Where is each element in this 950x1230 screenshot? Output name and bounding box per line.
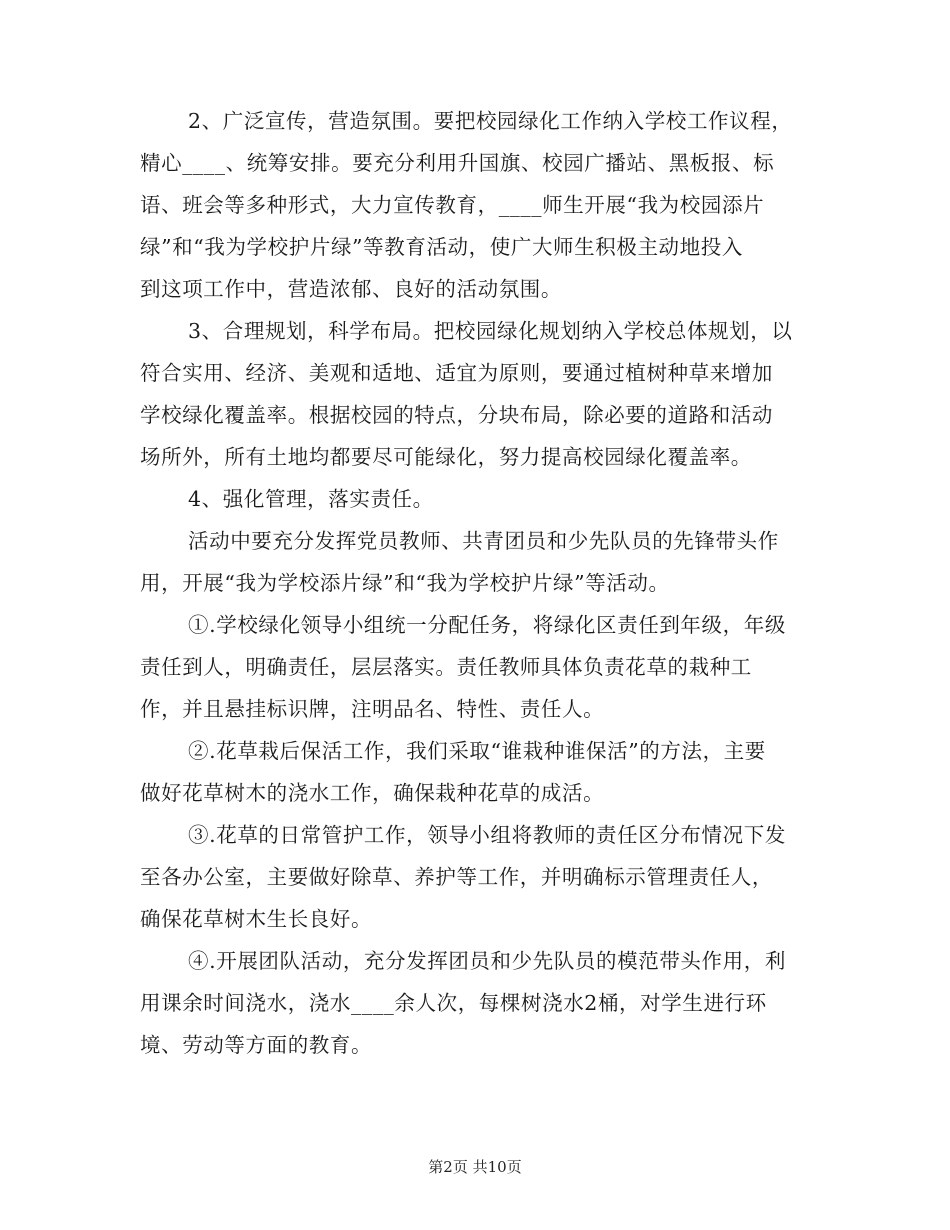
item-2-line-2: 做好花草树木的浇水工作，确保栽种花草的成活。	[140, 781, 605, 805]
paragraph-3-line-3: 学校绿化覆盖率。根据校园的特点，分块布局，除必要的道路和活动	[140, 403, 773, 427]
item-2-line-1: ②.花草栽后保活工作，我们采取“谁栽种谁保活”的方法，主要	[188, 739, 766, 763]
paragraph-2-line-4: 绿”和“我为学校护片绿”等教育活动，使广大师生积极主动地投入	[140, 235, 743, 259]
paragraph-4-heading: 4、强化管理，落实责任。	[188, 487, 434, 511]
item-3-line-1: ③.花草的日常管护工作，领导小组将教师的责任区分布情况下发	[188, 823, 786, 847]
item-1-line-1: ①.学校绿化领导小组统一分配任务，将绿化区责任到年级，年级	[188, 613, 786, 637]
paragraph-activity-line-2: 用，开展“我为学校添片绿”和“我为学校护片绿”等活动。	[140, 571, 670, 595]
item-4-line-3: 境、劳动等方面的教育。	[140, 1033, 373, 1057]
item-3-line-3: 确保花草树木生长良好。	[140, 907, 373, 931]
paragraph-3-line-4: 场所外，所有土地均都要尽可能绿化，努力提高校园绿化覆盖率。	[140, 445, 752, 469]
paragraph-2-line-3: 语、班会等多种形式，大力宣传教育，____师生开展“我为校园添片	[140, 193, 765, 217]
item-4-line-2: 用课余时间浇水，浇水____余人次，每棵树浇水2桶，对学生进行环	[140, 991, 767, 1015]
item-4-line-1: ④.开展团队活动，充分发挥团员和少先队员的模范带头作用，利	[188, 949, 786, 973]
item-1-line-2: 责任到人，明确责任，层层落实。责任教师具体负责花草的栽种工	[140, 655, 752, 679]
item-3-line-2: 至各办公室，主要做好除草、养护等工作，并明确标示管理责任人，	[140, 865, 773, 889]
paragraph-3-line-1: 3、合理规划，科学布局。把校园绿化规划纳入学校总体规划，以	[188, 319, 793, 343]
paragraph-3-line-2: 符合实用、经济、美观和适地、适宜为原则，要通过植树种草来增加	[140, 361, 773, 385]
paragraph-2-line-5: 到这项工作中，营造浓郁、良好的活动氛围。	[140, 277, 562, 301]
page-number-footer: 第2页 共10页	[428, 1158, 522, 1176]
paragraph-activity-line-1: 活动中要充分发挥党员教师、共青团员和少先队员的先锋带头作	[188, 529, 779, 553]
item-1-line-3: 作，并且悬挂标识牌，注明品名、特性、责任人。	[140, 697, 605, 721]
paragraph-2-line-2: 精心____、统筹安排。要充分利用升国旗、校园广播站、黑板报、标	[140, 151, 775, 175]
paragraph-2-line-1: 2、广泛宣传，营造氛围。要把校园绿化工作纳入学校工作议程，	[188, 109, 793, 133]
